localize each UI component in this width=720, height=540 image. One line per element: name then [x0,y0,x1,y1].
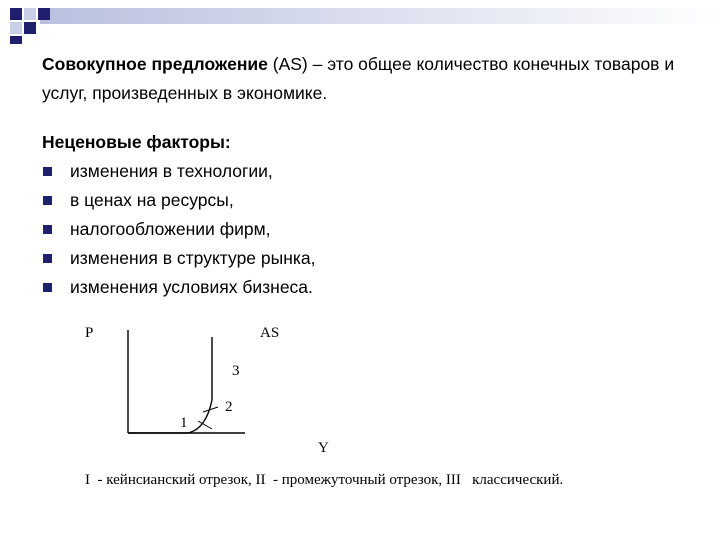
square-bullet-icon [43,225,52,234]
list-item: в ценах на ресурсы, [42,186,692,215]
as-curve-diagram [70,315,330,465]
square-bullet-icon [43,283,52,292]
diagram-caption: I - кейнсианский отрезок, II - промежуточный отрезок, III классический. [85,472,564,488]
curve-label: AS [260,325,280,341]
segment-label-2: 2 [225,399,233,415]
y-axis-label: P [85,325,94,341]
as-curve-intermediate-segment [188,400,212,433]
list-item: изменения условиях бизнеса. [42,273,692,302]
list-item: налогообложении фирм, [42,215,692,244]
segment-label-1: 1 [180,415,188,431]
square-bullet-icon [43,167,52,176]
header-decoration [0,0,720,44]
square-bullet-icon [43,254,52,263]
content-block [42,50,692,302]
square-bullet-icon [43,196,52,205]
definition-text: (AS) – это общее количество конечных товаров и услуг, произведенных в экономике. [42,54,675,103]
definition-paragraph [42,50,692,108]
segment-label-3: 3 [232,363,240,379]
list-item: изменения в технологии, [42,157,692,186]
factors-list [42,157,692,302]
definition-term: Совокупное предложение [42,54,268,74]
x-axis-label: Y [318,440,329,456]
factors-title: Неценовые факторы: [42,132,231,152]
list-item: изменения в структуре рынка, [42,244,692,273]
segment-divider [198,421,212,429]
